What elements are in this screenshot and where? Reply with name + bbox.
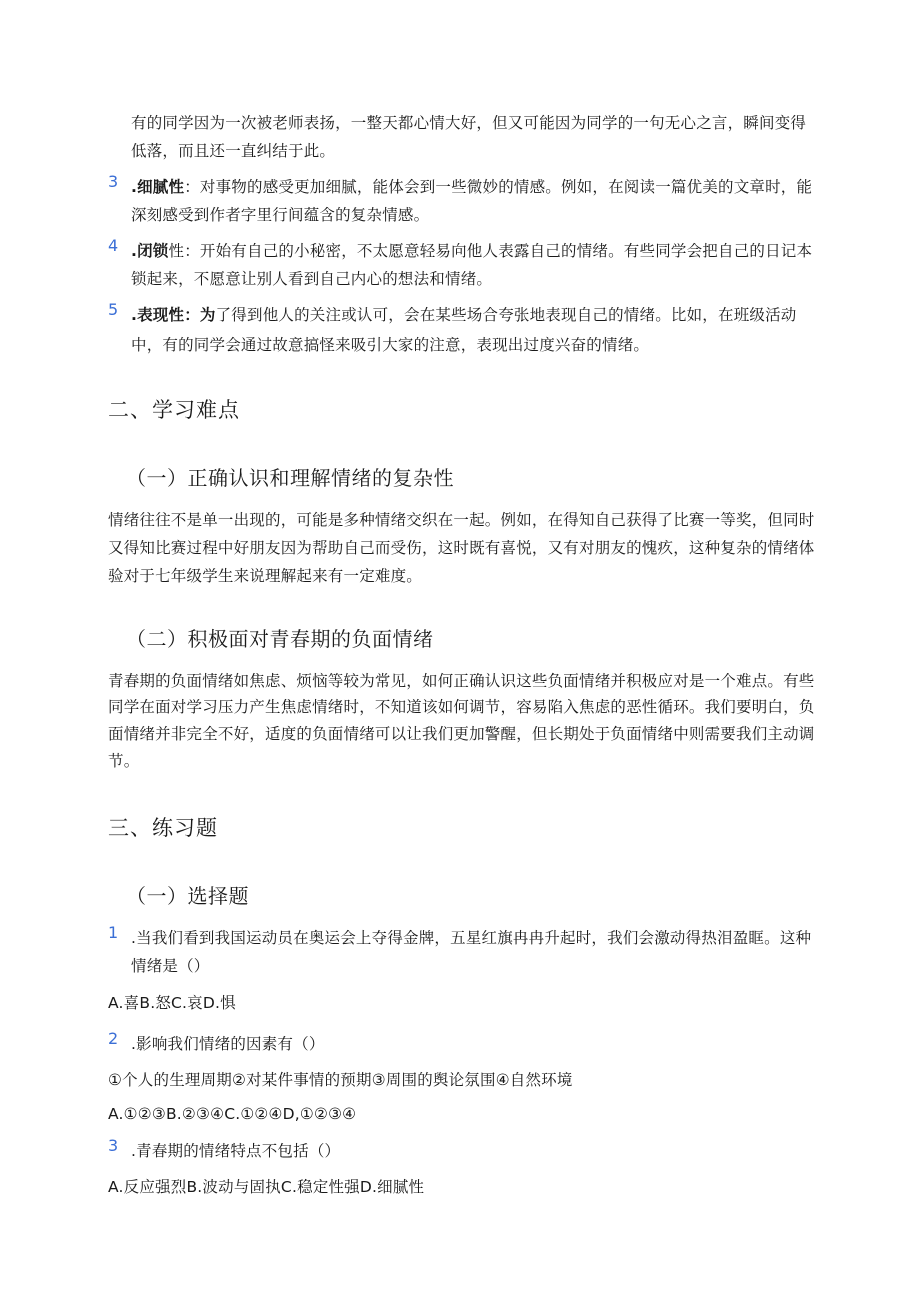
continuation-line-2: 低落，而且还一直纠结于此。 (131, 142, 336, 160)
question-2-number: 2 (108, 1029, 119, 1048)
section-2-sub-2-heading: （二）积极面对青春期的负面情绪 (126, 627, 434, 651)
section-3-sub-1-heading: （一）选择题 (126, 884, 249, 908)
question-3-line: .青春期的情绪特点不包括（） (131, 1142, 341, 1160)
section-2-sub-2-line-2: 同学在面对学习压力产生焦虑情绪时，不知道该如何调节，容易陷入焦虑的恶性循环。我们要明白，负 (108, 698, 815, 716)
section-2-sub-2-line-3: 面情绪并非完全不好，适度的负面情绪可以让我们更加警醒，但长期处于负面情绪中则需要我们主动调 (108, 725, 815, 743)
question-2-line: .影响我们情绪的因素有（） (131, 1035, 325, 1053)
question-1-options: A.喜B.怒C.哀D.惧 (108, 994, 236, 1012)
list-item-4-term: .闭锁 (131, 242, 169, 260)
section-2-sub-1-heading: （一）正确认识和理解情绪的复杂性 (126, 466, 454, 490)
list-item-4-text: 性：开始有自己的小秘密，不太愿意轻易向他人表露自己的情绪。有些同学会把自己的日记本 (168, 242, 813, 260)
list-number-3: 3 (108, 172, 119, 191)
list-item-5-line-1 (131, 300, 797, 330)
list-item-4-line-2: 锁起来，不愿意让别人看到自己内心的想法和情绪。 (131, 270, 493, 288)
list-item-5-line-2: 中，有的同学会通过故意搞怪来吸引大家的注意，表现出过度兴奋的情绪。 (131, 336, 650, 354)
list-item-4-line-1 (131, 236, 812, 266)
question-1-line-2: 情绪是（） (131, 957, 210, 975)
list-item-5-text: 了得到他人的关注或认可，会在某些场合夸张地表现自己的情绪。比如，在班级活动 (215, 306, 797, 324)
section-2-sub-1-line-3: 验对于七年级学生来说理解起来有一定难度。 (108, 567, 423, 585)
question-2-items: ①个人的生理周期②对某件事情的预期③周围的舆论氛围④自然环境 (108, 1071, 573, 1089)
question-3-options: A.反应强烈B.波动与固执C.稳定性强D.细腻性 (108, 1178, 425, 1196)
section-3-heading: 三、练习题 (108, 816, 218, 840)
question-2-options: A.①②③B.②③④C.①②④D,①②③④ (108, 1105, 357, 1123)
list-number-4: 4 (108, 236, 119, 255)
list-item-3-term: .细腻性 (131, 178, 185, 196)
continuation-line-1: 有的同学因为一次被老师表扬，一整天都心情大好，但又可能因为同学的一句无心之言，瞬间变得 (131, 114, 807, 132)
section-2-heading: 二、学习难点 (108, 398, 240, 422)
list-number-5: 5 (108, 300, 119, 319)
list-item-3-line-2: 深刻感受到作者字里行间蕴含的复杂情感。 (131, 206, 430, 224)
section-2-sub-1-line-1: 情绪往往不是单一出现的，可能是多种情绪交织在一起。例如，在得知自己获得了比赛一等奖，但同时 (108, 511, 815, 529)
question-1-line-1: .当我们看到我国运动员在奥运会上夺得金牌，五星红旗冉冉升起时，我们会激动得热泪盈眶。这种 (131, 929, 812, 947)
question-3-number: 3 (108, 1136, 119, 1155)
section-2-sub-1-line-2: 又得知比赛过程中好朋友因为帮助自己而受伤，这时既有喜悦，又有对朋友的愧疚，这种复杂的情绪体 (108, 539, 815, 557)
list-item-3-text: ：对事物的感受更加细腻，能体会到一些微妙的情感。例如，在阅读一篇优美的文章时，能 (184, 178, 813, 196)
section-2-sub-2-line-1: 青春期的负面情绪如焦虑、烦恼等较为常见，如何正确认识这些负面情绪并积极应对是一个难点。有些 (108, 672, 815, 690)
list-item-5-term: .表现性：为 (131, 306, 216, 324)
list-item-3-line-1 (131, 172, 812, 202)
question-1-number: 1 (108, 923, 119, 942)
section-2-sub-2-line-4: 节。 (108, 752, 140, 770)
